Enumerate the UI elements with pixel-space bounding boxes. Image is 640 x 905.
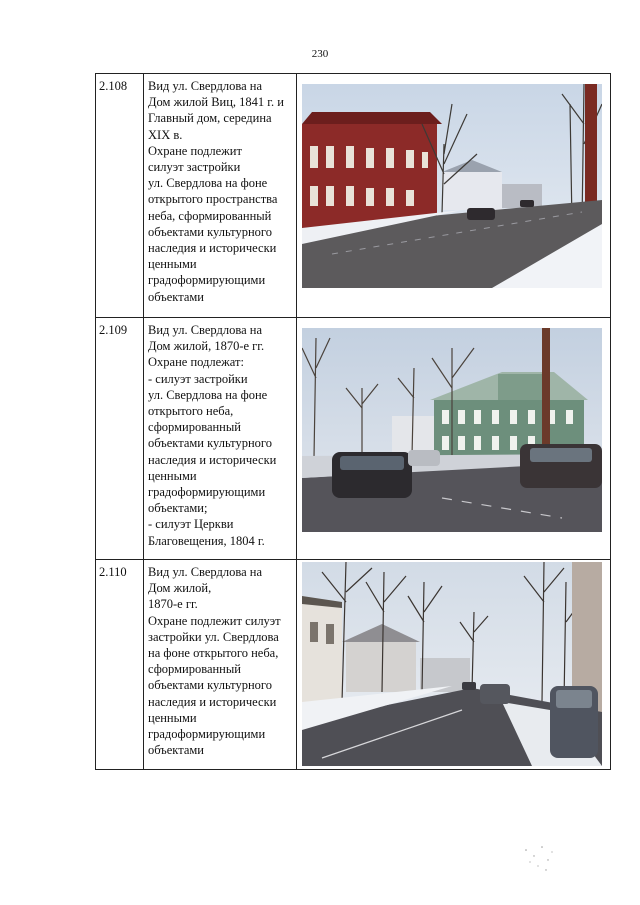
row-description: [144, 560, 297, 770]
description-line: наследия и исторически: [148, 452, 277, 467]
description-line: Дом жилой Виц, 1841 г. и: [148, 95, 284, 110]
row-description: [144, 318, 297, 560]
description-line: Вид ул. Свердлова на: [148, 79, 262, 93]
description-line: на фоне открытого неба,: [148, 646, 279, 661]
description-line: Благовещения, 1804 г.: [148, 533, 265, 548]
description-line: XIX в.: [148, 127, 183, 142]
description-line: градоформирующими: [148, 273, 266, 288]
row-description: [144, 74, 297, 318]
description-line: объектами культурного: [148, 436, 272, 451]
description-line: Дом жилой,: [148, 581, 212, 596]
page-number: 230: [311, 48, 329, 60]
description-line: ул. Свердлова на фоне: [148, 176, 268, 191]
description-line: неба, сформированный: [148, 208, 272, 223]
row-number: 2.110: [96, 560, 144, 770]
description-line: застройки ул. Свердлова: [148, 629, 279, 644]
description-line: Охране подлежит: [148, 143, 242, 158]
street-photo-winter-road: [302, 562, 602, 766]
description-line: объектами культурного: [148, 224, 272, 239]
description-line: силуэт застройки: [148, 160, 241, 175]
description-line: ценными: [148, 710, 197, 725]
description-line: Главный дом, середина: [148, 111, 272, 126]
street-photo-red-house: [302, 84, 602, 288]
description-line: градоформирующими: [148, 485, 266, 500]
table-row: [96, 74, 611, 318]
photo-cell: [297, 560, 611, 770]
description-line: 1870-е гг.: [148, 597, 198, 612]
description-line: сформированный: [148, 662, 241, 677]
description-line: ценными: [148, 468, 197, 483]
row-number: 2.109: [96, 318, 144, 560]
description-line: Вид ул. Свердлова на: [148, 565, 262, 579]
table-row: [96, 318, 611, 560]
heritage-table: [95, 73, 611, 770]
street-photo-green-house: [302, 328, 602, 532]
scan-speckle: [520, 838, 560, 878]
description-line: объектами культурного: [148, 678, 272, 693]
description-line: градоформирующими: [148, 727, 266, 742]
description-line: Вид ул. Свердлова на: [148, 323, 262, 337]
description-line: Охране подлежат:: [148, 355, 244, 370]
description-line: ул. Свердлова на фоне: [148, 387, 268, 402]
description-line: - силуэт Церкви: [148, 517, 234, 532]
description-line: объектами;: [148, 501, 208, 516]
description-line: наследия и исторически: [148, 241, 277, 256]
row-number: 2.108: [96, 74, 144, 318]
description-line: объектами: [148, 743, 204, 758]
description-line: Дом жилой, 1870-е гг.: [148, 339, 265, 354]
description-line: - силуэт застройки: [148, 371, 248, 386]
description-line: сформированный: [148, 420, 241, 435]
table-row: [96, 560, 611, 770]
description-line: объектами: [148, 289, 204, 304]
description-line: открытого пространства: [148, 192, 278, 207]
photo-cell: [297, 318, 611, 560]
photo-cell: [297, 74, 611, 318]
description-line: Охране подлежит силуэт: [148, 613, 281, 628]
description-line: ценными: [148, 257, 197, 272]
description-line: наследия и исторически: [148, 694, 277, 709]
description-line: открытого неба,: [148, 404, 234, 419]
